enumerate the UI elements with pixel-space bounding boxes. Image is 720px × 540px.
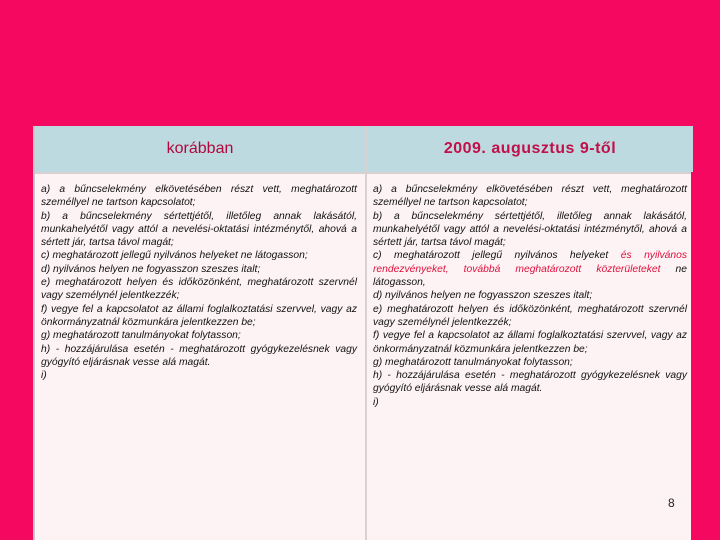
page-number: 8	[668, 496, 675, 510]
right-item-g: g) meghatározott tanulmányokat folytasson;	[373, 356, 573, 368]
left-item-i: i)	[41, 370, 47, 382]
left-item-c: c) meghatározott jellegű nyilvános helyeket ne látogasson;	[41, 250, 308, 262]
left-item-h: h) - hozzájárulása esetén - meghatározott gyógykezelésnek vagy gyógyító eljárásnak vesse alá magát.	[41, 343, 357, 368]
header-previously: korábban	[35, 126, 365, 172]
left-item-b: b) a bűncselekmény sértettjétől, illetőleg annak lakásától, munkahelyétől vagy attól a nevelési-oktatási intézménytől, ahová a sértett jár, tartsa távol magát;	[41, 210, 357, 249]
right-item-i: i)	[373, 396, 379, 408]
left-item-f: f) vegye fel a kapcsolatot az állami foglalkoztatási szervvel, vagy az önkormányzatnál közmunkára jelentkezzen be;	[41, 303, 357, 328]
right-item-c-highlight: és nyilvános rendezvényeket, továbbá meghatározott közterületeket	[373, 250, 687, 275]
left-column	[41, 183, 357, 382]
header-from-2009: 2009. augusztus 9-től	[367, 126, 693, 172]
right-item-c	[373, 249, 687, 289]
column-divider	[365, 126, 367, 540]
right-item-a: a) a bűncselekmény elkövetésében részt vett, meghatározott személlyel ne tartson kapcsolatot;	[373, 184, 687, 209]
right-item-h: h) - hozzájárulása esetén - meghatározott gyógykezelésnek vagy gyógyító eljárásnak vesse alá magát.	[373, 370, 687, 395]
right-item-c-end: ne látogasson,	[373, 263, 687, 289]
right-item-f: f) vegye fel a kapcsolatot az állami foglalkoztatási szervvel, vagy az önkormányzatnál közmunkára jelentkezzen be;	[373, 330, 687, 355]
header-divider	[35, 172, 691, 174]
right-column	[373, 183, 687, 409]
right-item-e: e) meghatározott helyen és időközönként, meghatározott szervnél vagy személynél jelentkezzék;	[373, 303, 687, 328]
left-item-e: e) meghatározott helyen és időközönként, meghatározott szervnél vagy személynél jelentkezzék;	[41, 277, 357, 302]
left-item-g: g) meghatározott tanulmányokat folytasson;	[41, 330, 241, 342]
right-item-d: d) nyilvános helyen ne fogyasszon szeszes italt;	[373, 290, 593, 302]
right-item-c-start: c) meghatározott jellegű nyilvános helyeket	[373, 250, 621, 262]
left-item-d: d) nyilvános helyen ne fogyasszon szeszes italt;	[41, 263, 261, 275]
comparison-table	[33, 126, 691, 540]
right-item-b: b) a bűncselekmény sértettjétől, illetőleg annak lakásától, munkahelyétől vagy attól a nevelési-oktatási intézménytől, ahová a sértett jár, tartsa távol magát;	[373, 210, 687, 249]
left-item-a: a) a bűncselekmény elkövetésében részt vett, meghatározott személlyel ne tartson kapcsolatot;	[41, 184, 357, 209]
